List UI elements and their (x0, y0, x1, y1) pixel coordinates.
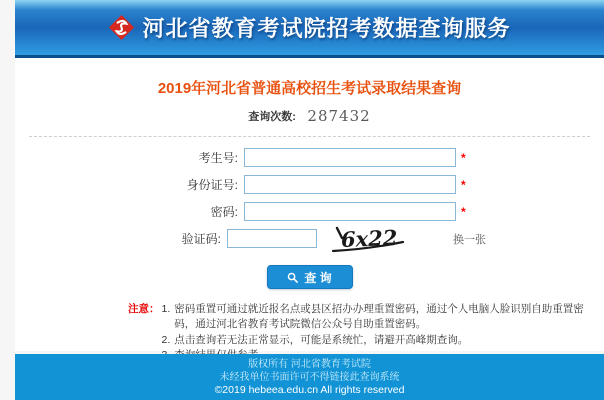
captcha-refresh-link[interactable]: 换一张 (453, 233, 486, 246)
captcha-label: 验证码: (181, 232, 221, 247)
main-panel (15, 58, 604, 351)
query-count-value: 287432 (307, 107, 371, 125)
query-count-label: 查询次数: (248, 111, 296, 123)
form-row-captcha (15, 225, 604, 252)
query-count-row (15, 107, 604, 125)
header-banner (15, 0, 604, 58)
captcha-code-text: 6x22 (340, 224, 398, 252)
notice-item-number: 1. (161, 303, 171, 316)
query-form (15, 144, 604, 252)
notice-label: 注意： (128, 303, 160, 316)
required-asterisk: * (461, 150, 466, 165)
password-input[interactable] (244, 202, 456, 221)
captcha-input[interactable] (227, 229, 317, 248)
page-title: 2019年河北省普通高校招生考试录取结果查询 (157, 80, 462, 97)
required-asterisk: * (461, 204, 466, 219)
footer (15, 354, 604, 400)
query-button[interactable] (267, 265, 353, 289)
id-card-label: 身份证号: (186, 178, 238, 193)
dashed-divider (29, 136, 590, 137)
captcha-wrap (227, 225, 439, 253)
form-row-password (15, 198, 604, 225)
notice-item (162, 302, 600, 332)
header-title: 河北省教育考试院招考数据查询服务 (142, 16, 511, 41)
form-row-id-card (15, 171, 604, 198)
footer-permission-line: 未经我单位书面许可不得链接此查询系统 (219, 372, 400, 383)
hebeea-logo-icon (108, 14, 135, 41)
password-label: 密码: (210, 205, 238, 220)
search-icon (287, 272, 298, 283)
footer-copyright-line: 版权所有 河北省教育考试院 (248, 359, 371, 370)
captcha-image[interactable] (329, 225, 411, 253)
notice-item-text: 密码重置可通过就近报名点或县区招办办理重置密码，通过个人电脑人脸识别自助重置密码，通过河北省教育考试院微信公众号自助重置密码。 (174, 303, 584, 331)
id-card-input[interactable] (244, 175, 456, 194)
required-asterisk: * (461, 177, 466, 192)
notice-item-number: 2. (161, 333, 171, 346)
candidate-number-label: 考生号: (198, 151, 238, 166)
candidate-number-input[interactable] (244, 148, 456, 167)
notice-item-text: 点击查询若无法正常显示，可能是系统忙，请避开高峰期查询。 (174, 333, 469, 346)
notice-item (162, 333, 600, 348)
button-row (15, 265, 604, 289)
content-shell (15, 0, 604, 400)
footer-rights-line: ©2019 hebeea.edu.cn All rights reserved (214, 384, 405, 396)
query-button-label: 查 询 (304, 270, 332, 285)
form-row-candidate-number (15, 144, 604, 171)
